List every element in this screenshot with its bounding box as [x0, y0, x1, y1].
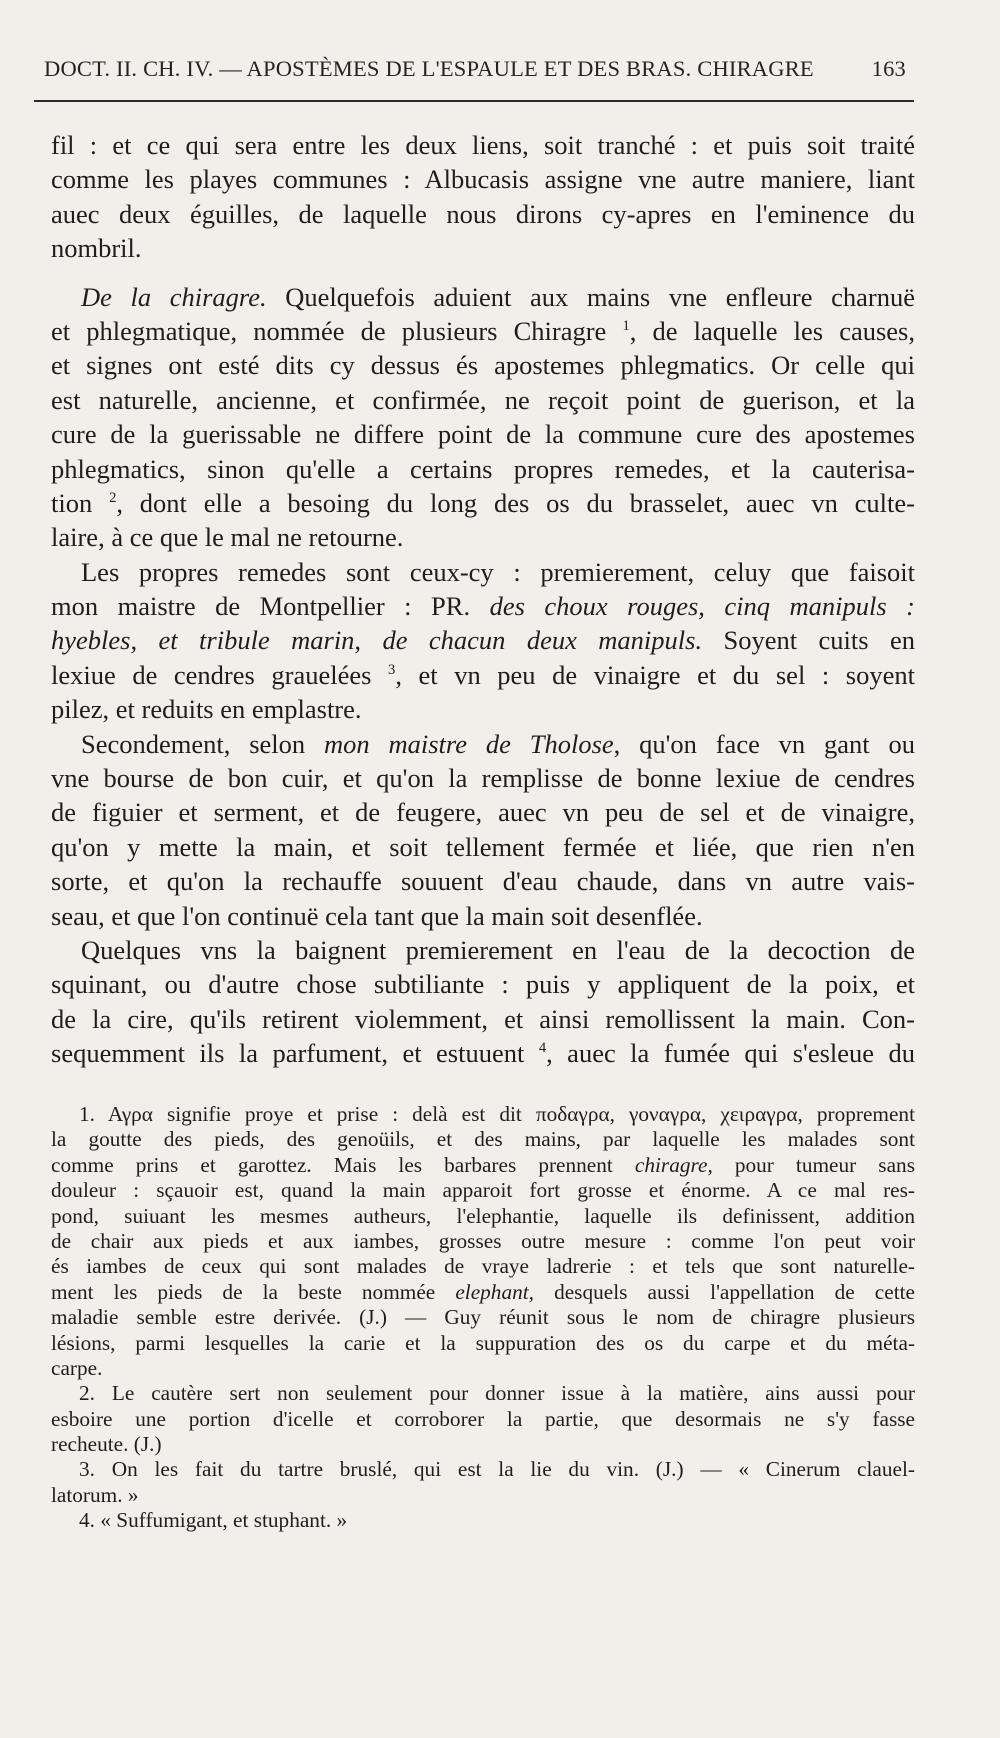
running-header	[44, 56, 906, 82]
footnote-2: 2. Le cautère sert non seulement pour donner issue à la matière, ains aussi pour	[79, 1381, 915, 1406]
text-line: vne bourse de bon cuir, et qu'on la remplisse de bonne lexiue de cendres	[51, 763, 915, 794]
footnote-line: carpe.	[51, 1355, 103, 1380]
text-line: tion $^2$, dont elle a besoing du long des os du brasselet, auec vn culte-	[51, 487, 915, 518]
footnote-line: douleur : sçauoir est, quand la main apparoit fort grosse et énorme. A ce mal res-	[51, 1178, 915, 1203]
footnote-line: ment les pieds de la beste nommée elephant, desquels aussi l'appellation de cette	[51, 1279, 915, 1304]
text-line: est naturelle, ancienne, et confirmée, ne reçoit point de guerison, et la	[51, 384, 915, 415]
running-title: DOCT. II. CH. IV. — APOSTÈMES DE L'ESPAULE ET DES BRAS. CHIRAGRE	[44, 56, 814, 81]
text-line: Les propres remedes sont ceux-cy : premierement, celuy que faisoit	[81, 556, 915, 587]
footnote-line: pond, suiuant les mesmes autheurs, l'elephantie, laquelle ils definissent, addition	[51, 1203, 915, 1228]
header-rule	[34, 100, 914, 102]
section-heading-line: De la chiragre. Quelquefois aduient aux mains vne enfleure charnuë	[81, 281, 915, 312]
text-line: de figuier et serment, et de feugere, auec vn peu de sel et de vinaigre,	[51, 797, 915, 828]
text-line: hyebles, et tribule marin, de chacun deux manipuls. Soyent cuits en	[51, 625, 915, 656]
paragraph-gap	[51, 266, 915, 280]
footnote-ref: 1	[622, 317, 630, 334]
footnote-3: 3. On les fait du tartre bruslé, qui est la lie du vin. (J.) — « Cinerum clauel-	[79, 1457, 915, 1482]
text-line: et signes ont esté dits cy dessus és apostemes phlegmatics. Or celle qui	[51, 350, 915, 381]
text-line: auec deux éguilles, de laquelle nous dirons cy-apres en l'eminence du	[51, 198, 915, 229]
footnote-ref: 4	[538, 1039, 547, 1056]
footnote-line: comme prins et garottez. Mais les barbares prennent chiragre, pour tumeur sans	[51, 1152, 915, 1177]
text-line: sequemment ils la parfument, et estuuent $^4$, auec la fumée qui s'esleue du	[51, 1038, 915, 1069]
footnote-line: recheute. (J.)	[51, 1432, 162, 1457]
footnote-line: de chair aux pieds et aux iambes, grosses outre mesure : comme l'on peut voir	[51, 1228, 915, 1253]
footnote-line: maladie semble estre derivée. (J.) — Guy réunit sous le nom de chiragre plusieurs	[51, 1305, 915, 1330]
text-line: pilez, et reduits en emplastre.	[51, 694, 362, 725]
footnote-ref: 3	[388, 661, 396, 678]
page-number: 163	[871, 56, 906, 81]
text-line: Quelques vns la baignent premierement en l'eau de la decoction de	[81, 934, 915, 965]
text-line: mon maistre de Montpellier : PR. des choux rouges, cinq manipuls :	[51, 591, 915, 622]
text-line: cure de la guerissable ne differe point de la commune cure des apostemes	[51, 419, 915, 450]
text-line: qu'on y mette la main, et soit tellement fermée et liée, que rien n'en	[51, 831, 915, 862]
footnote-1: 1. Αγρα signifie proye et prise : delà est dit ποδαγρα, γοναγρα, χειραγρα, proprement	[79, 1102, 915, 1126]
footnotes	[51, 1102, 915, 1534]
text-line: squinant, ou d'autre chose subtiliante : puis y appliquent de la poix, et	[51, 969, 915, 1000]
footnote-line: és iambes de ceux qui sont malades de vraye ladrerie : et tels que sont naturelle-	[51, 1254, 915, 1279]
text-line: laire, à ce que le mal ne retourne.	[51, 522, 404, 553]
text-line: et phlegmatique, nommée de plusieurs Chiragre $^1$, de laquelle les causes,	[51, 315, 915, 346]
footnote-line: latorum. »	[51, 1482, 139, 1507]
text-line: fil : et ce qui sera entre les deux liens, soit tranché : et puis soit traité	[51, 130, 915, 160]
text-line: de la cire, qu'ils retirent violemment, et ainsi remollissent la main. Con-	[51, 1003, 915, 1034]
text-line: phlegmatics, sinon qu'elle a certains propres remedes, et la cauterisa-	[51, 453, 915, 484]
text-line: nombril.	[51, 233, 142, 264]
text-line: lexiue de cendres grauelées $^3$, et vn peu de vinaigre et du sel : soyent	[51, 659, 915, 690]
footnote-line: lésions, parmi lesquelles la carie et la suppuration des os du carpe et du méta-	[51, 1330, 915, 1355]
footnote-4: 4. « Suffumigant, et stuphant. »	[79, 1508, 348, 1533]
main-text	[51, 128, 915, 1071]
section-heading: De la chiragre.	[81, 281, 267, 312]
text-line: seau, et que l'on continuë cela tant que la main soit desenflée.	[51, 900, 703, 931]
footnote-line: la goutte des pieds, des genoüils, et des mains, par laquelle les malades sont	[51, 1127, 915, 1152]
footnote-ref: 2	[109, 489, 117, 506]
footnote-line: esboire une portion d'icelle et corroborer la partie, que desormais ne s'y fasse	[51, 1406, 915, 1431]
text-line: Secondement, selon mon maistre de Tholose, qu'on face vn gant ou	[81, 728, 915, 759]
text-line: comme les playes communes : Albucasis assigne vne autre maniere, liant	[51, 164, 915, 195]
text-line: sorte, et qu'on la rechauffe souuent d'eau chaude, dans vn autre vais-	[51, 866, 915, 897]
